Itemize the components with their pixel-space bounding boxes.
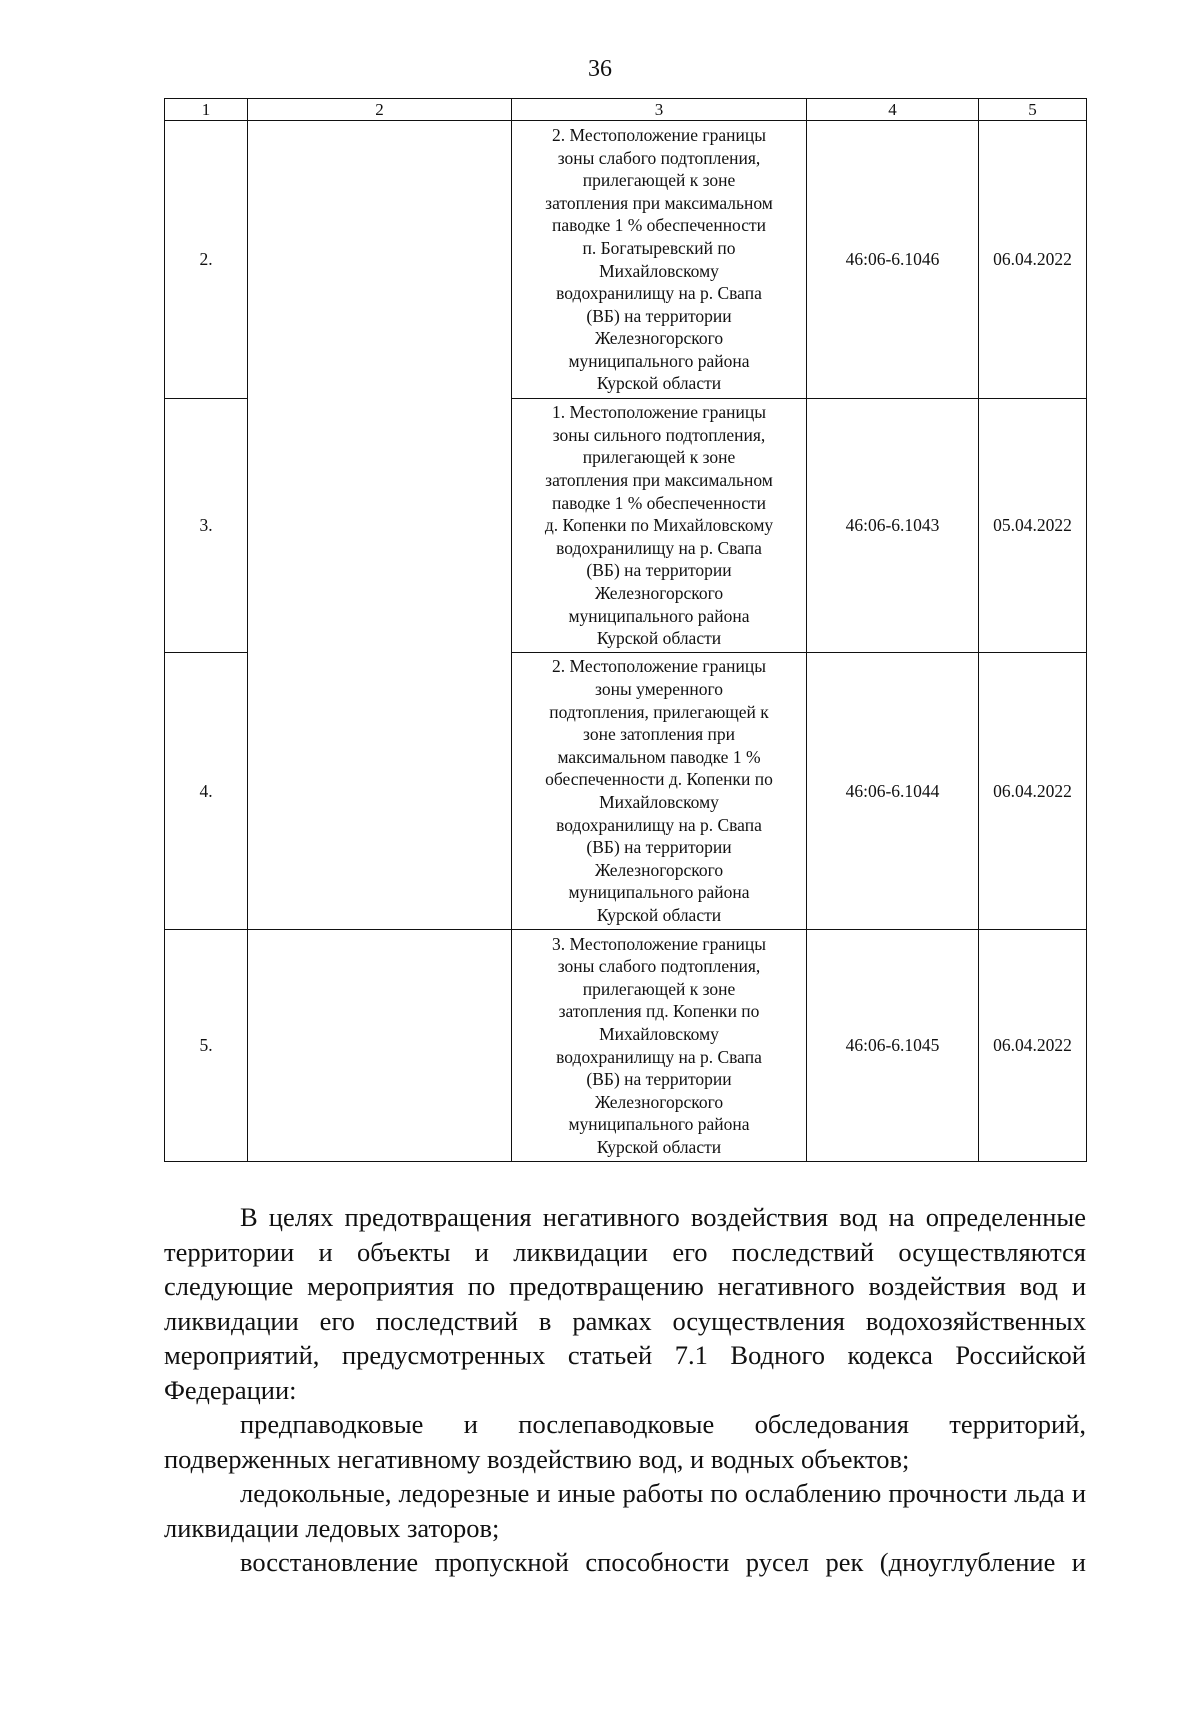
header-col-3: 3 [512,99,807,121]
row-description: 2. Местоположение границы зоны слабого подтопления, прилегающей к зоне затопления при максимальном паводке 1 % обеспеченности п. Богатыревский по Михайловскому водохранилищу на р. Свапа (ВБ) на территории Железногорского муниципального района Курской области [512,121,807,399]
row-number: 3. [165,399,248,653]
row-col2 [248,930,512,1162]
row-description: 2. Местоположение границы зоны умеренного подтопления, прилегающей к зоне затопления при максимальном паводке 1 % обеспеченности д. Копенки по Михайловскому водохранилищу на р. Свапа (ВБ) на территории Железногорского муниципального района Курской области [512,653,807,930]
row-number: 4. [165,653,248,930]
table-row [165,399,1087,653]
row-code: 46:06-6.1043 [807,399,979,653]
row-number: 5. [165,930,248,1162]
header-col-2: 2 [248,99,512,121]
header-col-4: 4 [807,99,979,121]
header-col-5: 5 [979,99,1087,121]
row-code: 46:06-6.1045 [807,930,979,1162]
row-description: 1. Местоположение границы зоны сильного подтопления, прилегающей к зоне затопления при максимальном паводке 1 % обеспеченности д. Копенки по Михайловскому водохранилищу на р. Свапа (ВБ) на территории Железногорского муниципального района Курской области [512,399,807,653]
body-paragraph: ледокольные, ледорезные и иные работы по ослаблению прочности льда и ликвидации ледовых заторов; [164,1478,1086,1543]
table-row [165,930,1087,1162]
body-paragraph: восстановление пропускной способности русел рек (дноуглубление и [240,1547,1086,1577]
row-col2 [248,653,512,930]
header-col-1: 1 [165,99,248,121]
row-number: 2. [165,121,248,399]
body-text [164,1200,1086,1580]
row-col2 [248,399,512,653]
row-date: 06.04.2022 [979,930,1087,1162]
table-row [165,653,1087,930]
row-date: 06.04.2022 [979,121,1087,399]
row-date: 05.04.2022 [979,399,1087,653]
page-number: 36 [588,56,612,82]
row-date: 06.04.2022 [979,653,1087,930]
row-code: 46:06-6.1044 [807,653,979,930]
register-table [164,98,1087,1162]
table-header-row [165,99,1087,121]
table-row [165,121,1087,399]
row-col2 [248,121,512,399]
body-paragraph: предпаводковые и послепаводковые обследования территорий, подверженных негативному воздействию вод, и водных объектов; [164,1409,1086,1474]
body-paragraph: В целях предотвращения негативного воздействия вод на определенные территории и объекты и ликвидации его последствий осуществляются следующие мероприятия по предотвращению негативного воздействия вод и ликвидации его последствий в рамках осуществления водохозяйственных мероприятий, предусмотренных статьей 7.1 Водного кодекса Российской Федерации: [164,1202,1086,1405]
row-description: 3. Местоположение границы зоны слабого подтопления, прилегающей к зоне затопления пд. Копенки по Михайловскому водохранилищу на р. Свапа (ВБ) на территории Железногорского муниципального района Курской области [512,930,807,1162]
row-code: 46:06-6.1046 [807,121,979,399]
